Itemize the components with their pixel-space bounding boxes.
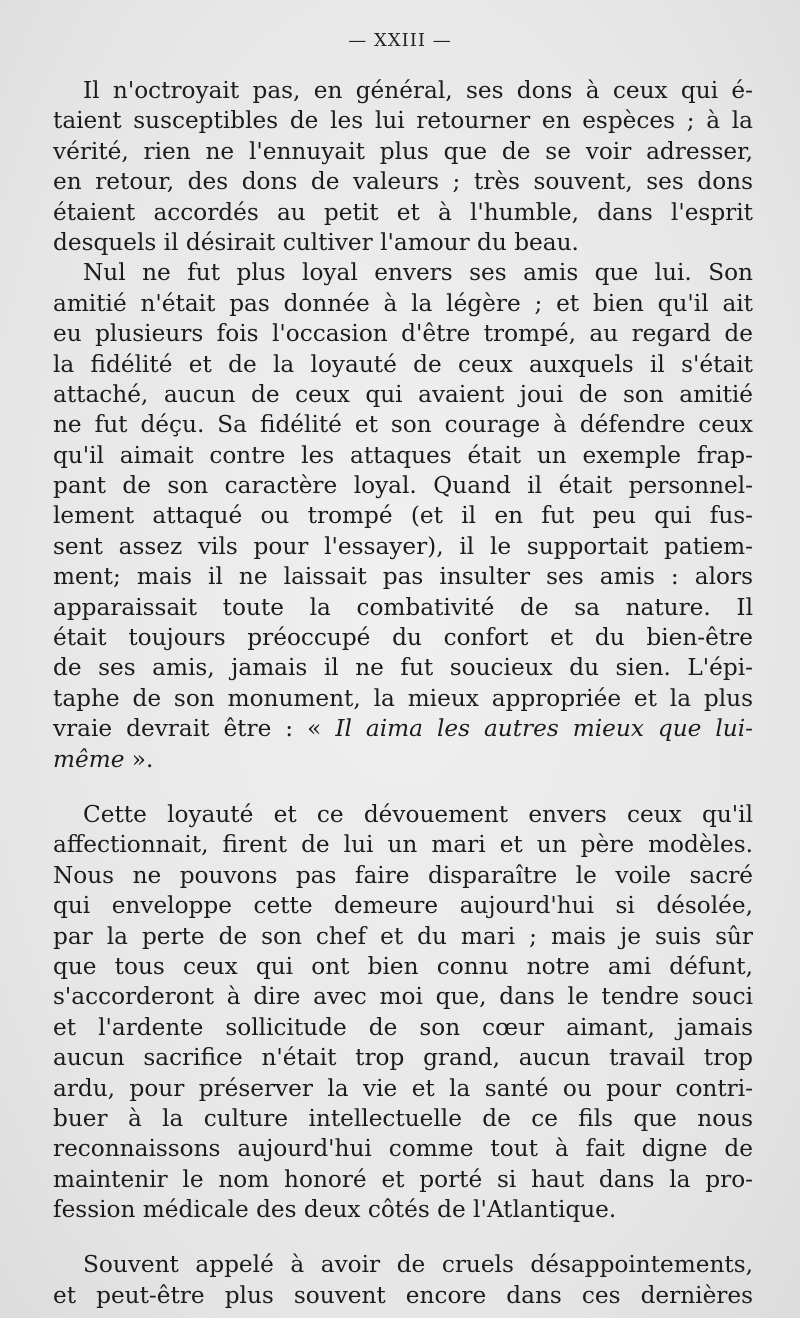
text-line: ardu, pour préserver la vie et la santé ou pour contri- (53, 1074, 753, 1102)
paragraph-1 (53, 76, 753, 258)
text-line: Nous ne pouvons pas faire disparaître le voile sacré (53, 861, 753, 889)
text-line: Il n'octroyait pas, en général, ses dons à ceux qui é- (83, 77, 753, 104)
page-number: — XXIII — (348, 30, 452, 51)
text-line: pant de son caractère loyal. Quand il était personnel- (53, 472, 753, 500)
text-line: Nul ne fut plus loyal envers ses amis que lui. Son (83, 259, 753, 287)
paragraph-gap (53, 775, 753, 800)
text-line: sent assez vils pour l'essayer), il le supportait patiem- (53, 532, 753, 560)
text-line: ne fut déçu. Sa fidélité et son courage à défendre ceux (53, 411, 753, 439)
paragraph-3 (53, 800, 753, 1225)
text-line: affectionnait, firent de lui un mari et un père modèles. (53, 831, 753, 859)
paragraph-gap (53, 1225, 753, 1250)
quote-end-italic: même (53, 745, 125, 773)
paragraph-4 (53, 1250, 753, 1311)
quote-italic: Il aima les autres mieux que lui- (335, 715, 753, 743)
text-line: lement attaqué ou trompé (et il en fut peu qui fus- (53, 502, 753, 530)
text-line: Cette loyauté et ce dévouement envers ceux qu'il (83, 800, 753, 828)
text-line: étaient accordés au petit et à l'humble, dans l'esprit (53, 198, 753, 226)
paragraph-2 (53, 258, 753, 775)
text-line: aucun sacrifice n'était trop grand, aucun travail trop (53, 1044, 753, 1072)
text-line: ment; mais il ne laissait pas insulter ses amis : alors (53, 563, 753, 591)
text-line: taphe de son monument, la mieux appropriée et la plus (53, 684, 753, 712)
text-line: était toujours préoccupé du confort et du bien-être (53, 624, 753, 652)
text-line: qui enveloppe cette demeure aujourd'hui si désolée, (53, 892, 753, 920)
text-line: qu'il aimait contre les attaques était un exemple frap- (53, 441, 753, 469)
text-line: par la perte de son chef et du mari ; mais je suis sûr (53, 922, 753, 950)
text-line: taient susceptibles de les lui retourner en espèces ; à la (53, 107, 753, 135)
text-line-with-quote (53, 714, 753, 744)
text-line: et l'ardente sollicitude de son cœur aimant, jamais (53, 1013, 753, 1041)
text-line: buer à la culture intellectuelle de ce fils que nous (53, 1104, 753, 1132)
text-line: apparaissait toute la combativité de sa nature. Il (53, 593, 753, 621)
body-text (53, 76, 753, 1311)
text-line: amitié n'était pas donnée à la légère ; et bien qu'il ait (53, 289, 753, 317)
text-line: la fidélité et de la loyauté de ceux auxquels il s'était (53, 350, 753, 378)
quote-end-line (53, 745, 753, 775)
text-line: eu plusieurs fois l'occasion d'être trompé, au regard de (53, 320, 753, 348)
quote-end-rest: ». (124, 745, 154, 773)
text-line: reconnaissons aujourd'hui comme tout à fait digne de (53, 1135, 753, 1163)
quote-prefix: vraie devrait être : « (53, 715, 336, 743)
text-line: attaché, aucun de ceux qui avaient joui de son amitié (53, 380, 753, 408)
text-line: desquels il désirait cultiver l'amour du beau. (53, 228, 579, 256)
text-line: que tous ceux qui ont bien connu notre ami défunt, (53, 952, 753, 980)
text-line: fession médicale des deux côtés de l'Atlantique. (53, 1196, 617, 1224)
text-line: Souvent appelé à avoir de cruels désappointements, (83, 1251, 753, 1279)
text-line: et peut-être plus souvent encore dans ces dernières (53, 1281, 753, 1309)
text-line: maintenir le nom honoré et porté si haut dans la pro- (53, 1165, 753, 1193)
text-line: en retour, des dons de valeurs ; très souvent, ses dons (53, 168, 753, 196)
text-line: vérité, rien ne l'ennuyait plus que de se voir adresser, (53, 137, 753, 165)
text-line: s'accorderont à dire avec moi que, dans le tendre souci (53, 983, 753, 1011)
text-line: de ses amis, jamais il ne fut soucieux du sien. L'épi- (53, 654, 753, 682)
